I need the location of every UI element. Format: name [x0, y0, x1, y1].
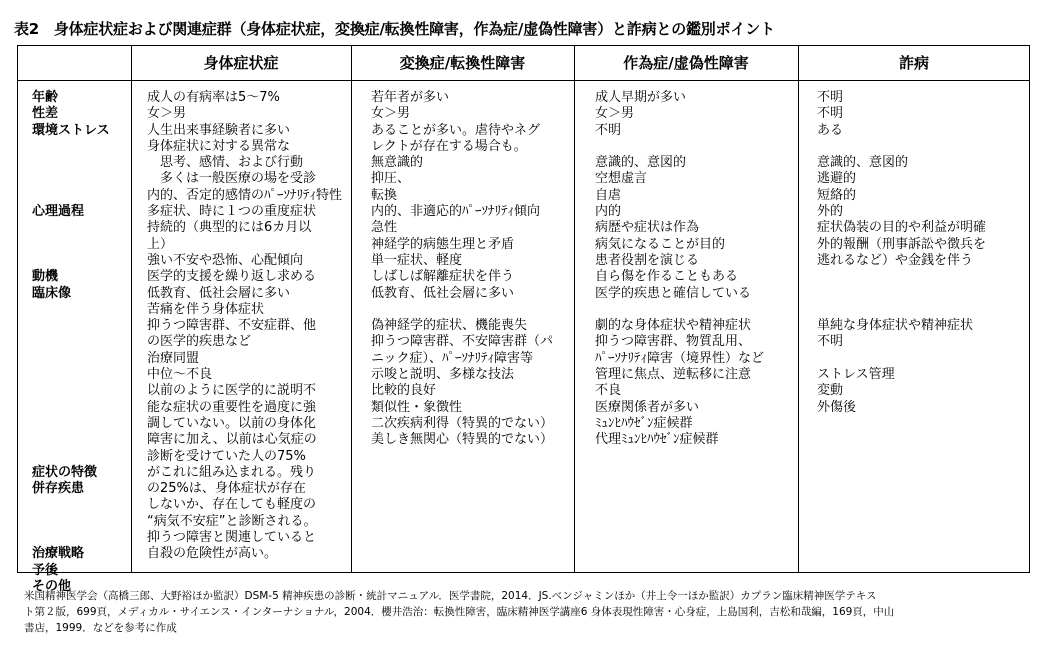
- row-spacer: [32, 220, 128, 236]
- header-malingering: 詐病: [898, 54, 929, 72]
- cell-line: 不明: [595, 122, 622, 138]
- cell-line: しばしば解離症状を伴う: [371, 269, 515, 285]
- row-spacer: [32, 155, 128, 171]
- row-spacer: [32, 400, 128, 416]
- row-spacer: [817, 302, 1027, 318]
- cell-line: 外傷後: [817, 399, 857, 415]
- cell-line: 自ら傷を作ることもある: [595, 269, 739, 285]
- row-spacer: [817, 269, 1027, 285]
- row-spacer: [817, 286, 1027, 302]
- cell-line: 症状の特徴: [32, 464, 98, 480]
- cell-line: 多くは一般医療の場を受診: [147, 171, 317, 187]
- cell-line: 劇的な身体症状や精神症状: [595, 318, 752, 334]
- cell-line: 調していない。以前の身体化: [147, 415, 317, 431]
- cell-line: 代理ﾐｭﾝﾋﾊｳｾﾞﾝ症候群: [595, 432, 719, 448]
- source-notes: [24, 588, 1034, 636]
- cell-line: 不明: [817, 106, 844, 122]
- cell-line: 女＞男: [147, 106, 187, 122]
- row-spacer: [32, 253, 128, 269]
- row-spacer: [32, 302, 128, 318]
- cell-line: 逃避的: [817, 171, 857, 187]
- source-line: ト第２版，699頁，メディカル・サイエンス・インターナショナル，2004．櫻井浩治：転換性障害，臨床精神医学講座6 身体表現性障害・心身症，上島国利，吉松和哉編，169頁，中山: [24, 606, 895, 618]
- cell-line: 苦痛を伴う身体症状: [147, 301, 265, 317]
- row-spacer: [817, 139, 1027, 155]
- cell-line: 年齢: [32, 90, 59, 105]
- column-divider: [351, 46, 352, 572]
- cell-line: 予後: [32, 562, 59, 578]
- cell-line: 多症状、時に１つの重度症状: [147, 204, 317, 220]
- row-spacer: [32, 383, 128, 399]
- cell-line: 二次疾病利得（特異的でない）: [371, 415, 554, 431]
- cell-line: “病気不安症”と診断される。: [147, 513, 317, 529]
- cell-line: 不明: [817, 334, 844, 350]
- cell-line: 抑うつ障害と関連していると: [147, 530, 317, 546]
- row-spacer: [371, 302, 571, 318]
- row-spacer: [817, 351, 1027, 367]
- cell-line: 若年者が多い: [371, 90, 450, 105]
- cell-line: 低教育、低社会層に多い: [371, 285, 515, 301]
- cell-line: 内的: [595, 204, 622, 220]
- row-spacer: [595, 139, 795, 155]
- cell-line: 自殺の危険性が高い。: [147, 546, 278, 562]
- cell-line: 転換: [371, 187, 398, 203]
- cell-line: 女＞男: [371, 106, 411, 122]
- row-spacer: [32, 497, 128, 513]
- cell-line: 診断を受けていた人の75%: [147, 448, 306, 464]
- column-divider: [574, 46, 575, 572]
- cell-line: 医療関係者が多い: [595, 399, 700, 415]
- row-spacer: [32, 188, 128, 204]
- cell-line: 抑うつ障害群、物質乱用、: [595, 334, 752, 350]
- cell-line: 内的、否定的感情のﾊﾟｰｿﾅﾘﾃｨ特性: [147, 187, 343, 203]
- cell-line: 持続的（典型的には6カ月以: [147, 220, 312, 236]
- cell-line: 偽神経学的症状、機能喪失: [371, 318, 528, 334]
- row-spacer: [32, 171, 128, 187]
- row-spacer: [595, 302, 795, 318]
- cell-line: 不明: [817, 90, 844, 105]
- source-line: 書店，1999．などを参考に作成: [24, 622, 177, 634]
- table-title: 表2 身体症状症および関連症群（身体症状症，変換症/転換性障害，作為症/虚偽性障害）と詐病との鑑別ポイント: [14, 20, 775, 38]
- cell-line: の25%は、身体症状が存在: [147, 481, 306, 497]
- row-spacer: [32, 530, 128, 546]
- cell-line: 外的: [817, 204, 844, 220]
- cell-line: ﾊﾟｰｿﾅﾘﾃｨ障害（境界性）など: [595, 350, 765, 366]
- cell-line: 抑うつ障害群、不安障害群（パ: [371, 334, 554, 350]
- cell-line: しないか、存在しても軽度の: [147, 497, 317, 513]
- cell-line: 思考、感情、および行動: [147, 155, 304, 171]
- cell-line: 類似性・象徴性: [371, 399, 463, 415]
- cell-line: 比較的良好: [371, 383, 437, 399]
- cell-line: 病歴や症状は作為: [595, 220, 700, 236]
- column-somatic: [147, 90, 347, 563]
- cell-line: 単純な身体症状や精神症状: [817, 318, 974, 334]
- column-malingering: [817, 90, 1027, 416]
- cell-line: ﾐｭﾝﾋﾊｳｾﾞﾝ症候群: [595, 415, 693, 431]
- cell-line: 上）: [147, 236, 174, 252]
- cell-line: 成人の有病率は5～7%: [147, 90, 280, 105]
- column-divider: [798, 46, 799, 572]
- cell-line: 強い不安や恐怖、心配傾向: [147, 252, 304, 268]
- cell-line: レクトが存在する場合も。: [371, 138, 527, 154]
- cell-line: 性差: [32, 106, 59, 122]
- cell-line: 障害に加え、以前は心気症の: [147, 432, 317, 448]
- cell-line: 不良: [595, 383, 622, 399]
- row-spacer: [32, 139, 128, 155]
- cell-line: 内的、非適応的ﾊﾟｰｿﾅﾘﾃｨ傾向: [371, 204, 541, 220]
- cell-line: がこれに組み込まれる。残り: [147, 464, 317, 480]
- column-factitious: [595, 90, 795, 449]
- cell-line: あることが多い。虐待やネグ: [371, 122, 541, 138]
- cell-line: 患者役割を演じる: [595, 252, 700, 268]
- row-spacer: [32, 367, 128, 383]
- row-spacer: [32, 318, 128, 334]
- cell-line: 空想虚言: [595, 171, 648, 187]
- cell-line: 能な症状の重要性を過度に強: [147, 399, 317, 415]
- row-spacer: [32, 514, 128, 530]
- cell-line: 逃れるなど）や金銭を伴う: [817, 252, 974, 268]
- cell-line: 症状偽装の目的や利益が明確: [817, 220, 987, 236]
- cell-line: 医学的疾患と確信している: [595, 285, 752, 301]
- cell-line: 低教育、低社会層に多い: [147, 285, 291, 301]
- cell-line: ニック症）、ﾊﾟｰｿﾅﾘﾃｨ障害等: [371, 350, 533, 366]
- cell-line: 女＞男: [595, 106, 635, 122]
- cell-line: 外的報酬（刑事訴訟や徴兵を: [817, 236, 987, 252]
- cell-line: 併存疾患: [32, 481, 85, 497]
- cell-line: 管理に焦点、逆転移に注意: [595, 367, 752, 383]
- cell-line: 治療同盟: [147, 350, 200, 366]
- header-divider: [18, 80, 1029, 81]
- cell-line: その他: [32, 578, 72, 594]
- header-somatic: 身体症状症: [203, 54, 279, 72]
- cell-line: 臨床像: [32, 285, 72, 301]
- comparison-table: [17, 45, 1030, 594]
- source-line: 米国精神医学会（高橋三郎、大野裕ほか監訳）DSM-5 精神疾患の診断・統計マニュアル．医学書院，2014．JS.ベンジャミンほか（井上令一ほか監訳）カプラン臨床精神医学テキス: [24, 590, 877, 602]
- cell-line: 抑うつ障害群、不安症群、他: [147, 318, 317, 334]
- row-spacer: [32, 432, 128, 448]
- header-factitious: 作為症/虚偽性障害: [623, 54, 749, 72]
- cell-line: 病気になることが目的: [595, 236, 726, 252]
- cell-line: 単一症状、軽度: [371, 252, 463, 268]
- row-spacer: [32, 237, 128, 253]
- cell-line: 美しき無関心（特異的でない）: [371, 432, 554, 448]
- cell-line: 中位～不良: [147, 367, 213, 383]
- column-divider: [131, 46, 132, 572]
- cell-line: 医学的支援を繰り返し求める: [147, 269, 317, 285]
- row-labels-column: [32, 90, 128, 595]
- cell-line: の医学的疾患など: [147, 334, 252, 350]
- row-spacer: [32, 449, 128, 465]
- cell-line: 示唆と説明、多様な技法: [371, 367, 515, 383]
- cell-line: 変動: [817, 383, 844, 399]
- cell-line: 抑圧、: [371, 171, 411, 187]
- header-conversion: 変換症/転換性障害: [399, 54, 526, 72]
- cell-line: 短絡的: [817, 187, 857, 203]
- cell-line: ストレス管理: [817, 367, 895, 383]
- cell-line: 以前のように医学的に説明不: [147, 383, 317, 399]
- row-spacer: [32, 416, 128, 432]
- cell-line: 環境ストレス: [32, 122, 110, 138]
- column-conversion: [371, 90, 571, 449]
- cell-line: 心理過程: [32, 204, 85, 220]
- cell-line: 無意識的: [371, 155, 424, 171]
- cell-line: 自虐: [595, 187, 622, 203]
- cell-line: ある: [817, 122, 844, 138]
- cell-line: 人生出来事経験者に多い: [147, 122, 291, 138]
- row-spacer: [32, 351, 128, 367]
- row-spacer: [32, 334, 128, 350]
- cell-line: 神経学的病態生理と矛盾: [371, 236, 515, 252]
- cell-line: 意識的、意図的: [595, 155, 687, 171]
- cell-line: 治療戦略: [32, 546, 85, 562]
- cell-line: 身体症状に対する異常な: [147, 138, 291, 154]
- cell-line: 動機: [32, 269, 59, 285]
- cell-line: 急性: [371, 220, 398, 236]
- cell-line: 成人早期が多い: [595, 90, 687, 105]
- cell-line: 意識的、意図的: [817, 155, 909, 171]
